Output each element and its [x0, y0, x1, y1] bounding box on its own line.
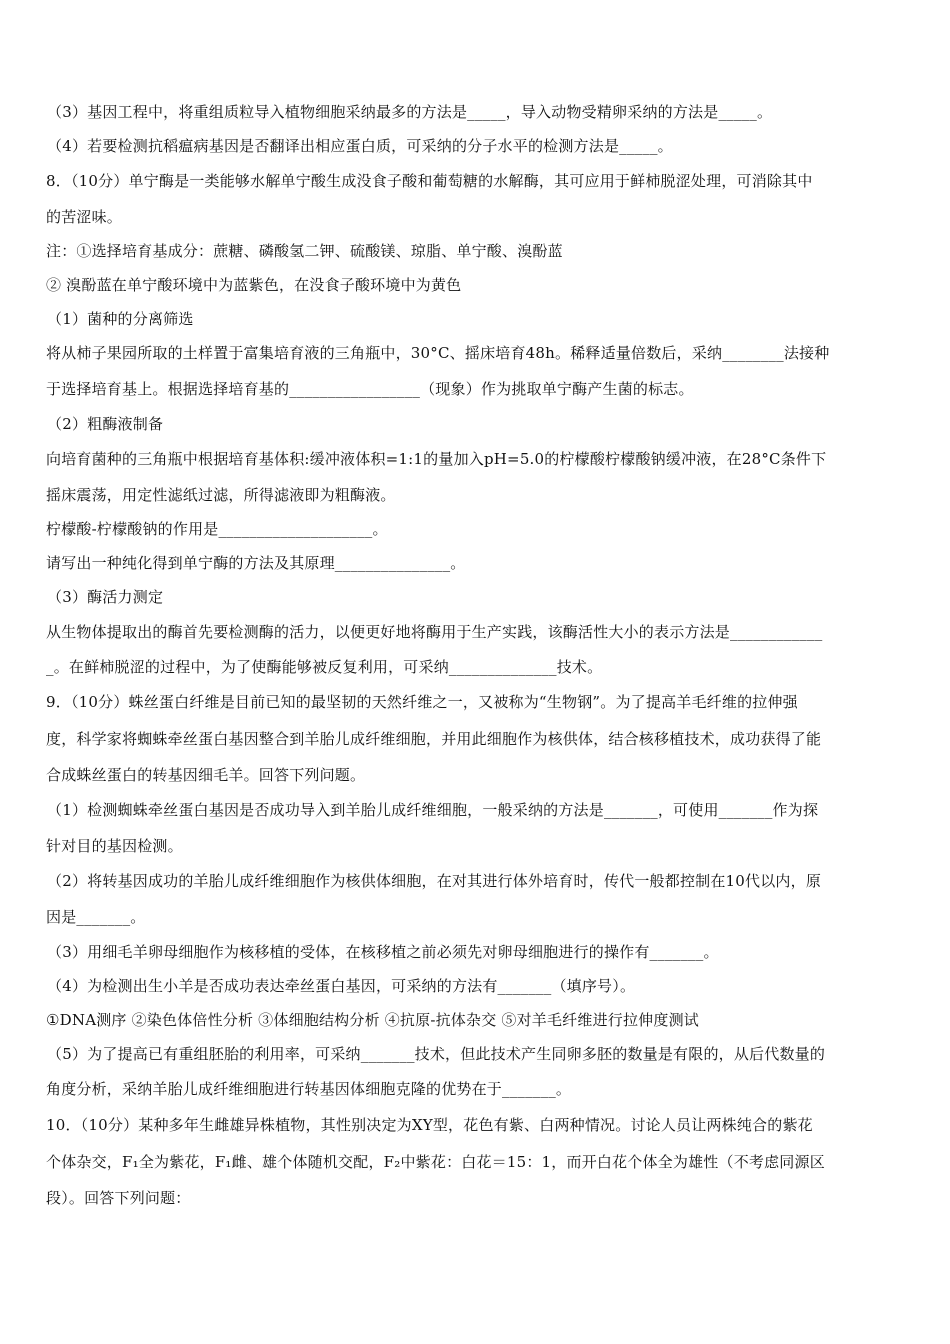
question-8-section-3-line-2: _。在鲜柿脱涩的过程中，为了使酶能够被反复利用，可采纳______________技术。 — [46, 658, 603, 676]
question-8-purification-method: 请写出一种纯化得到单宁酶的方法及其原理_______________。 — [46, 554, 466, 572]
question-9-stem-line-1: 9．（10分）蛛丝蛋白纤维是目前已知的最坚韧的天然纤维之一，又被称为“生物钢”。为了提高羊毛纤维的拉伸强 — [46, 693, 798, 711]
question-9-part-3: （3）用细毛羊卵母细胞作为核移植的受体，在核移植之前必须先对卵母细胞进行的操作有_______。 — [47, 943, 719, 961]
question-7-part-4: （4）若要检测抗稻瘟病基因是否翻译出相应蛋白质，可采纳的分子水平的检测方法是_____。 — [47, 137, 673, 155]
question-8-note-2: ② 溴酚蓝在单宁酸环境中为蓝紫色，在没食子酸环境中为黄色 — [46, 276, 462, 294]
question-8-section-2-line-1: 向培育菌种的三角瓶中根据培育基体积:缓冲液体积=1:1的量加入pH=5.0的柠檬酸柠檬酸钠缓冲液，在28°C条件下 — [46, 450, 827, 468]
question-8-section-1-line-1: 将从柿子果园所取的土样置于富集培育液的三角瓶中，30°C、摇床培育48h。稀释适量倍数后，采纳________法接种 — [46, 344, 830, 362]
question-9-stem-line-3: 合成蛛丝蛋白的转基因细毛羊。回答下列问题。 — [46, 766, 366, 784]
question-8-section-1-line-2: 于选择培育基上。根据选择培育基的_________________（现象）作为挑取单宁酶产生菌的标志。 — [46, 380, 694, 398]
question-9-part-4-options: ①DNA测序 ②染色体倍性分析 ③体细胞结构分析 ④抗原-抗体杂交 ⑤对羊毛纤维进行拉伸度测试 — [46, 1011, 699, 1029]
question-9-part-4: （4）为检测出生小羊是否成功表达牵丝蛋白基因，可采纳的方法有_______（填序号）。 — [47, 977, 636, 995]
question-9-part-2-line-2: 因是_______。 — [46, 908, 146, 926]
question-10-stem-line-2: 个体杂交，F₁全为紫花，F₁雌、雄个体随机交配，F₂中紫花：白花＝15：1，而开白花个体全为雄性（不考虑同源区 — [46, 1153, 825, 1171]
question-9-part-2-line-1: （2）将转基因成功的羊胎儿成纤维细胞作为核供体细胞，在对其进行体外培育时，传代一般都控制在10代以内，原 — [47, 872, 822, 890]
question-8-section-2-heading: （2）粗酶液制备 — [47, 415, 164, 433]
question-9-part-1-line-2: 针对目的基因检测。 — [46, 837, 183, 855]
question-8-buffer-function: 柠檬酸-柠檬酸钠的作用是____________________。 — [46, 520, 388, 538]
question-10-stem-line-3: 段）。回答下列问题： — [46, 1189, 191, 1207]
question-8-section-3-line-1: 从生物体提取出的酶首先要检测酶的活力，以便更好地将酶用于生产实践，该酶活性大小的表示方法是____________ — [46, 623, 823, 641]
question-8-stem-line-1: 8．（10分）单宁酶是一类能够水解单宁酸生成没食子酸和葡萄糖的水解酶，其可应用于鲜柿脱涩处理，可消除其中 — [46, 172, 813, 190]
question-8-section-1-heading: （1）菌种的分离筛选 — [47, 310, 194, 328]
question-8-note-1: 注：①选择培育基成分：蔗糖、磷酸氢二钾、硫酸镁、琼脂、单宁酸、溴酚蓝 — [46, 242, 563, 260]
question-8-section-3-heading: （3）酶活力测定 — [47, 588, 164, 606]
question-9-part-1-line-1: （1）检测蜘蛛牵丝蛋白基因是否成功导入到羊胎儿成纤维细胞，一般采纳的方法是_______，可使用_______作为探 — [47, 801, 819, 819]
question-7-part-3: （3）基因工程中，将重组质粒导入植物细胞采纳最多的方法是_____，导入动物受精卵采纳的方法是_____。 — [47, 103, 773, 121]
question-9-stem-line-2: 度，科学家将蜘蛛牵丝蛋白基因整合到羊胎儿成纤维细胞，并用此细胞作为核供体，结合核移植技术，成功获得了能 — [46, 730, 822, 748]
question-9-part-5-line-2: 角度分析，采纳羊胎儿成纤维细胞进行转基因体细胞克隆的优势在于_______。 — [46, 1080, 572, 1098]
question-10-stem-line-1: 10．（10分）某种多年生雌雄异株植物，其性别决定为XY型，花色有紫、白两种情况。讨论人员让两株纯合的紫花 — [46, 1116, 813, 1134]
question-8-stem-line-2: 的苦涩味。 — [46, 208, 123, 226]
question-9-part-5-line-1: （5）为了提高已有重组胚胎的利用率，可采纳_______技术，但此技术产生同卵多胚的数量是有限的，从后代数量的 — [47, 1045, 826, 1063]
question-8-section-2-line-2: 摇床震荡，用定性滤纸过滤，所得滤液即为粗酶液。 — [46, 486, 396, 504]
